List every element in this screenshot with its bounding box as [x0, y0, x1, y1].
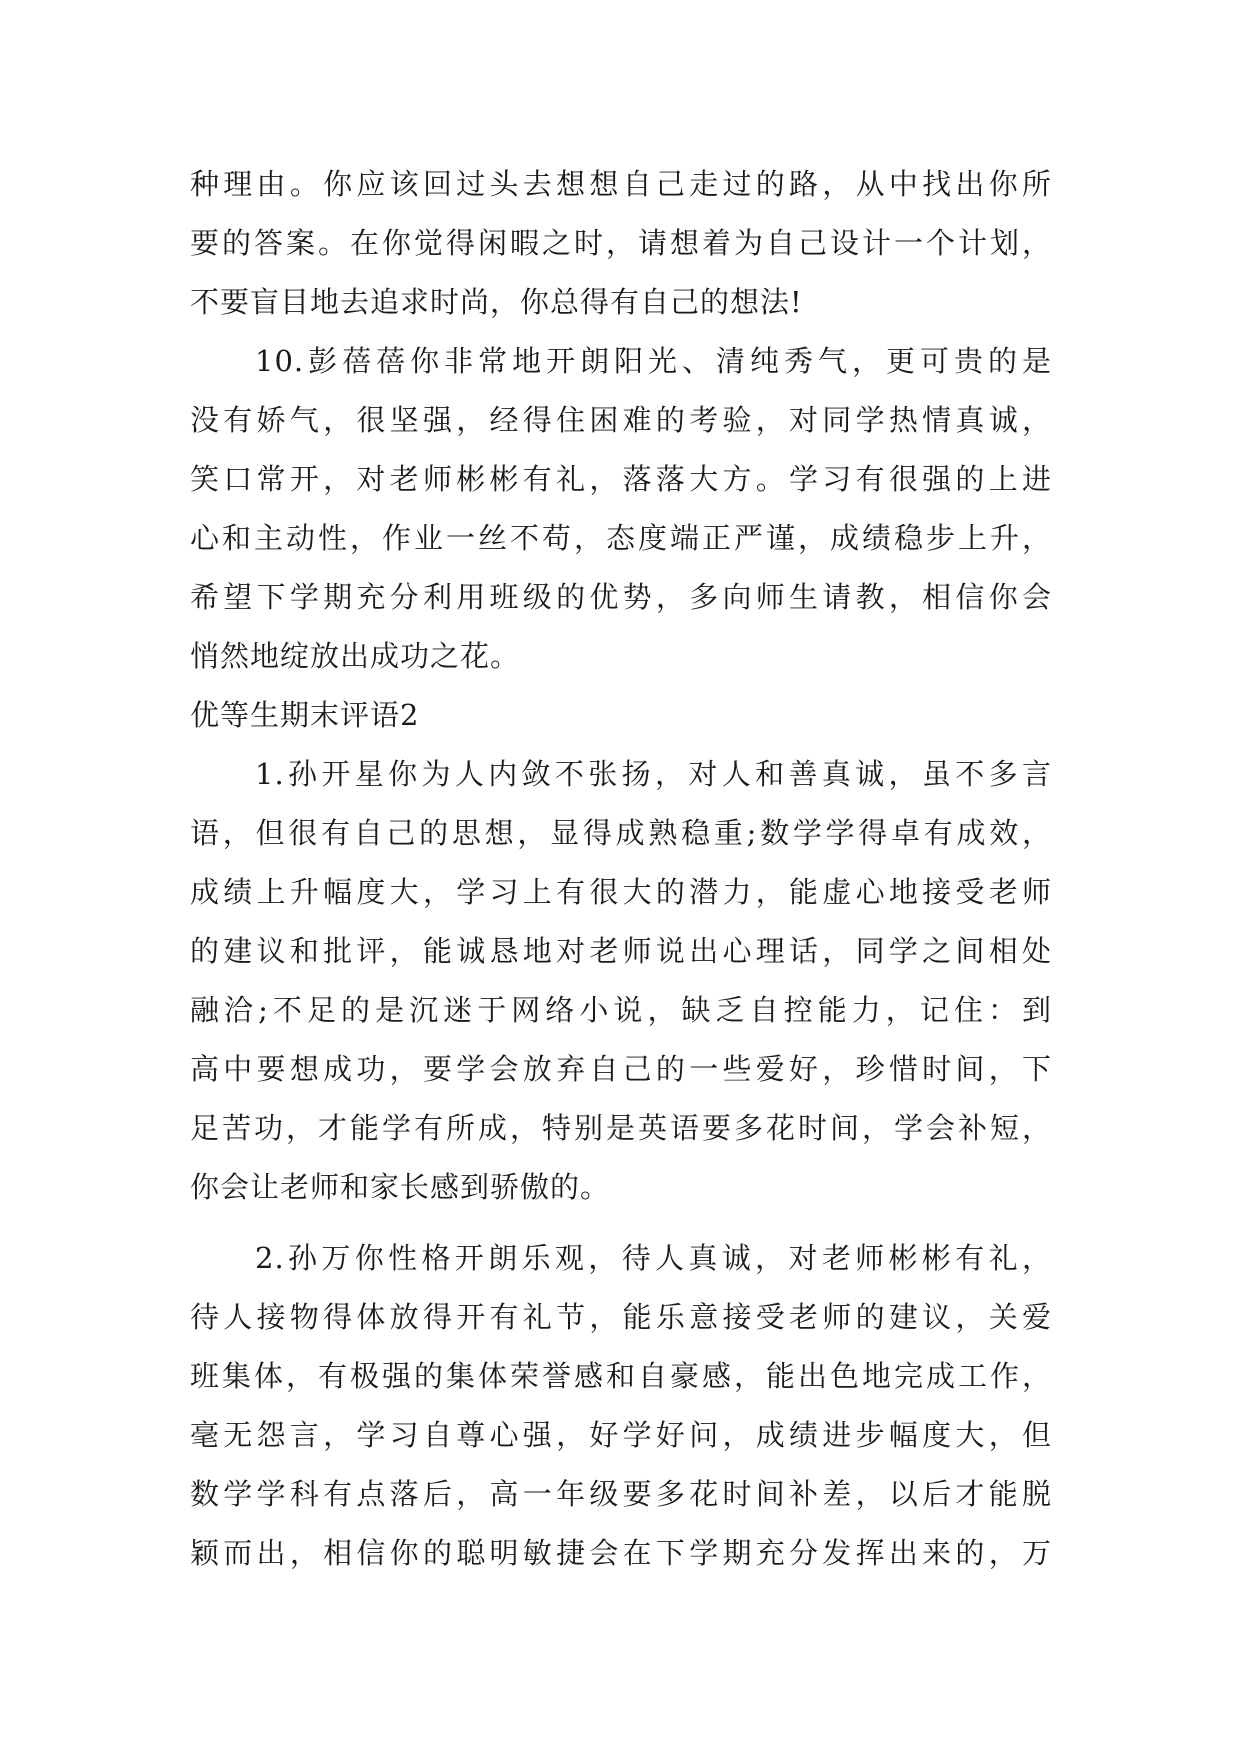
- text-line: 要的答案。在你觉得闲暇之时，请想着为自己设计一个计划，: [190, 226, 1052, 260]
- section-title: 优等生期末评语2: [190, 698, 420, 732]
- text-line: 语，但很有自己的思想，显得成熟稳重;数学学得卓有成效，: [190, 816, 1052, 850]
- text-line: 1.孙开星你为人内敛不张扬，对人和善真诚，虽不多言: [255, 757, 1052, 791]
- text-line: 毫无怨言，学习自尊心强，好学好问，成绩进步幅度大，但: [190, 1418, 1052, 1452]
- text-line: 种理由。你应该回过头去想想自己走过的路，从中找出你所: [190, 167, 1052, 201]
- paragraph-9-continuation: [190, 155, 1052, 332]
- text-line: 高中要想成功，要学会放弃自己的一些爱好，珍惜时间，下: [190, 1052, 1052, 1086]
- text-line: 10.彭蓓蓓你非常地开朗阳光、清纯秀气，更可贵的是: [255, 344, 1052, 378]
- text-line: 数学学科有点落后，高一年级要多花时间补差，以后才能脱: [190, 1477, 1052, 1511]
- text-line: 你会让老师和家长感到骄傲的。: [190, 1170, 611, 1204]
- text-line: 融洽;不足的是沉迷于网络小说，缺乏自控能力，记住：到: [190, 993, 1052, 1027]
- paragraph-1: [190, 745, 1052, 1217]
- text-line: 待人接物得体放得开有礼节，能乐意接受老师的建议，关爱: [190, 1300, 1052, 1334]
- paragraph-2: [190, 1229, 1052, 1583]
- document-body: [190, 155, 1052, 1583]
- text-line: 成绩上升幅度大，学习上有很大的潜力，能虚心地接受老师: [190, 875, 1052, 909]
- text-line: 心和主动性，作业一丝不苟，态度端正严谨，成绩稳步上升，: [190, 521, 1052, 555]
- text-line: 笑口常开，对老师彬彬有礼，落落大方。学习有很强的上进: [190, 462, 1052, 496]
- text-line: 没有娇气，很坚强，经得住困难的考验，对同学热情真诚，: [190, 403, 1052, 437]
- text-line: 不要盲目地去追求时尚，你总得有自己的想法!: [190, 285, 803, 319]
- text-line: 悄然地绽放出成功之花。: [190, 639, 521, 673]
- text-line: 的建议和批评，能诚恳地对老师说出心理话，同学之间相处: [190, 934, 1052, 968]
- paragraph-10: [190, 332, 1052, 686]
- text-line: 颖而出，相信你的聪明敏捷会在下学期充分发挥出来的，万: [190, 1536, 1052, 1570]
- text-line: 班集体，有极强的集体荣誉感和自豪感，能出色地完成工作，: [190, 1359, 1052, 1393]
- section-heading: [190, 686, 1052, 745]
- text-line: 希望下学期充分利用班级的优势，多向师生请教，相信你会: [190, 580, 1052, 614]
- text-line: 2.孙万你性格开朗乐观，待人真诚，对老师彬彬有礼，: [255, 1241, 1052, 1275]
- text-line: 足苦功，才能学有所成，特别是英语要多花时间，学会补短，: [190, 1111, 1052, 1145]
